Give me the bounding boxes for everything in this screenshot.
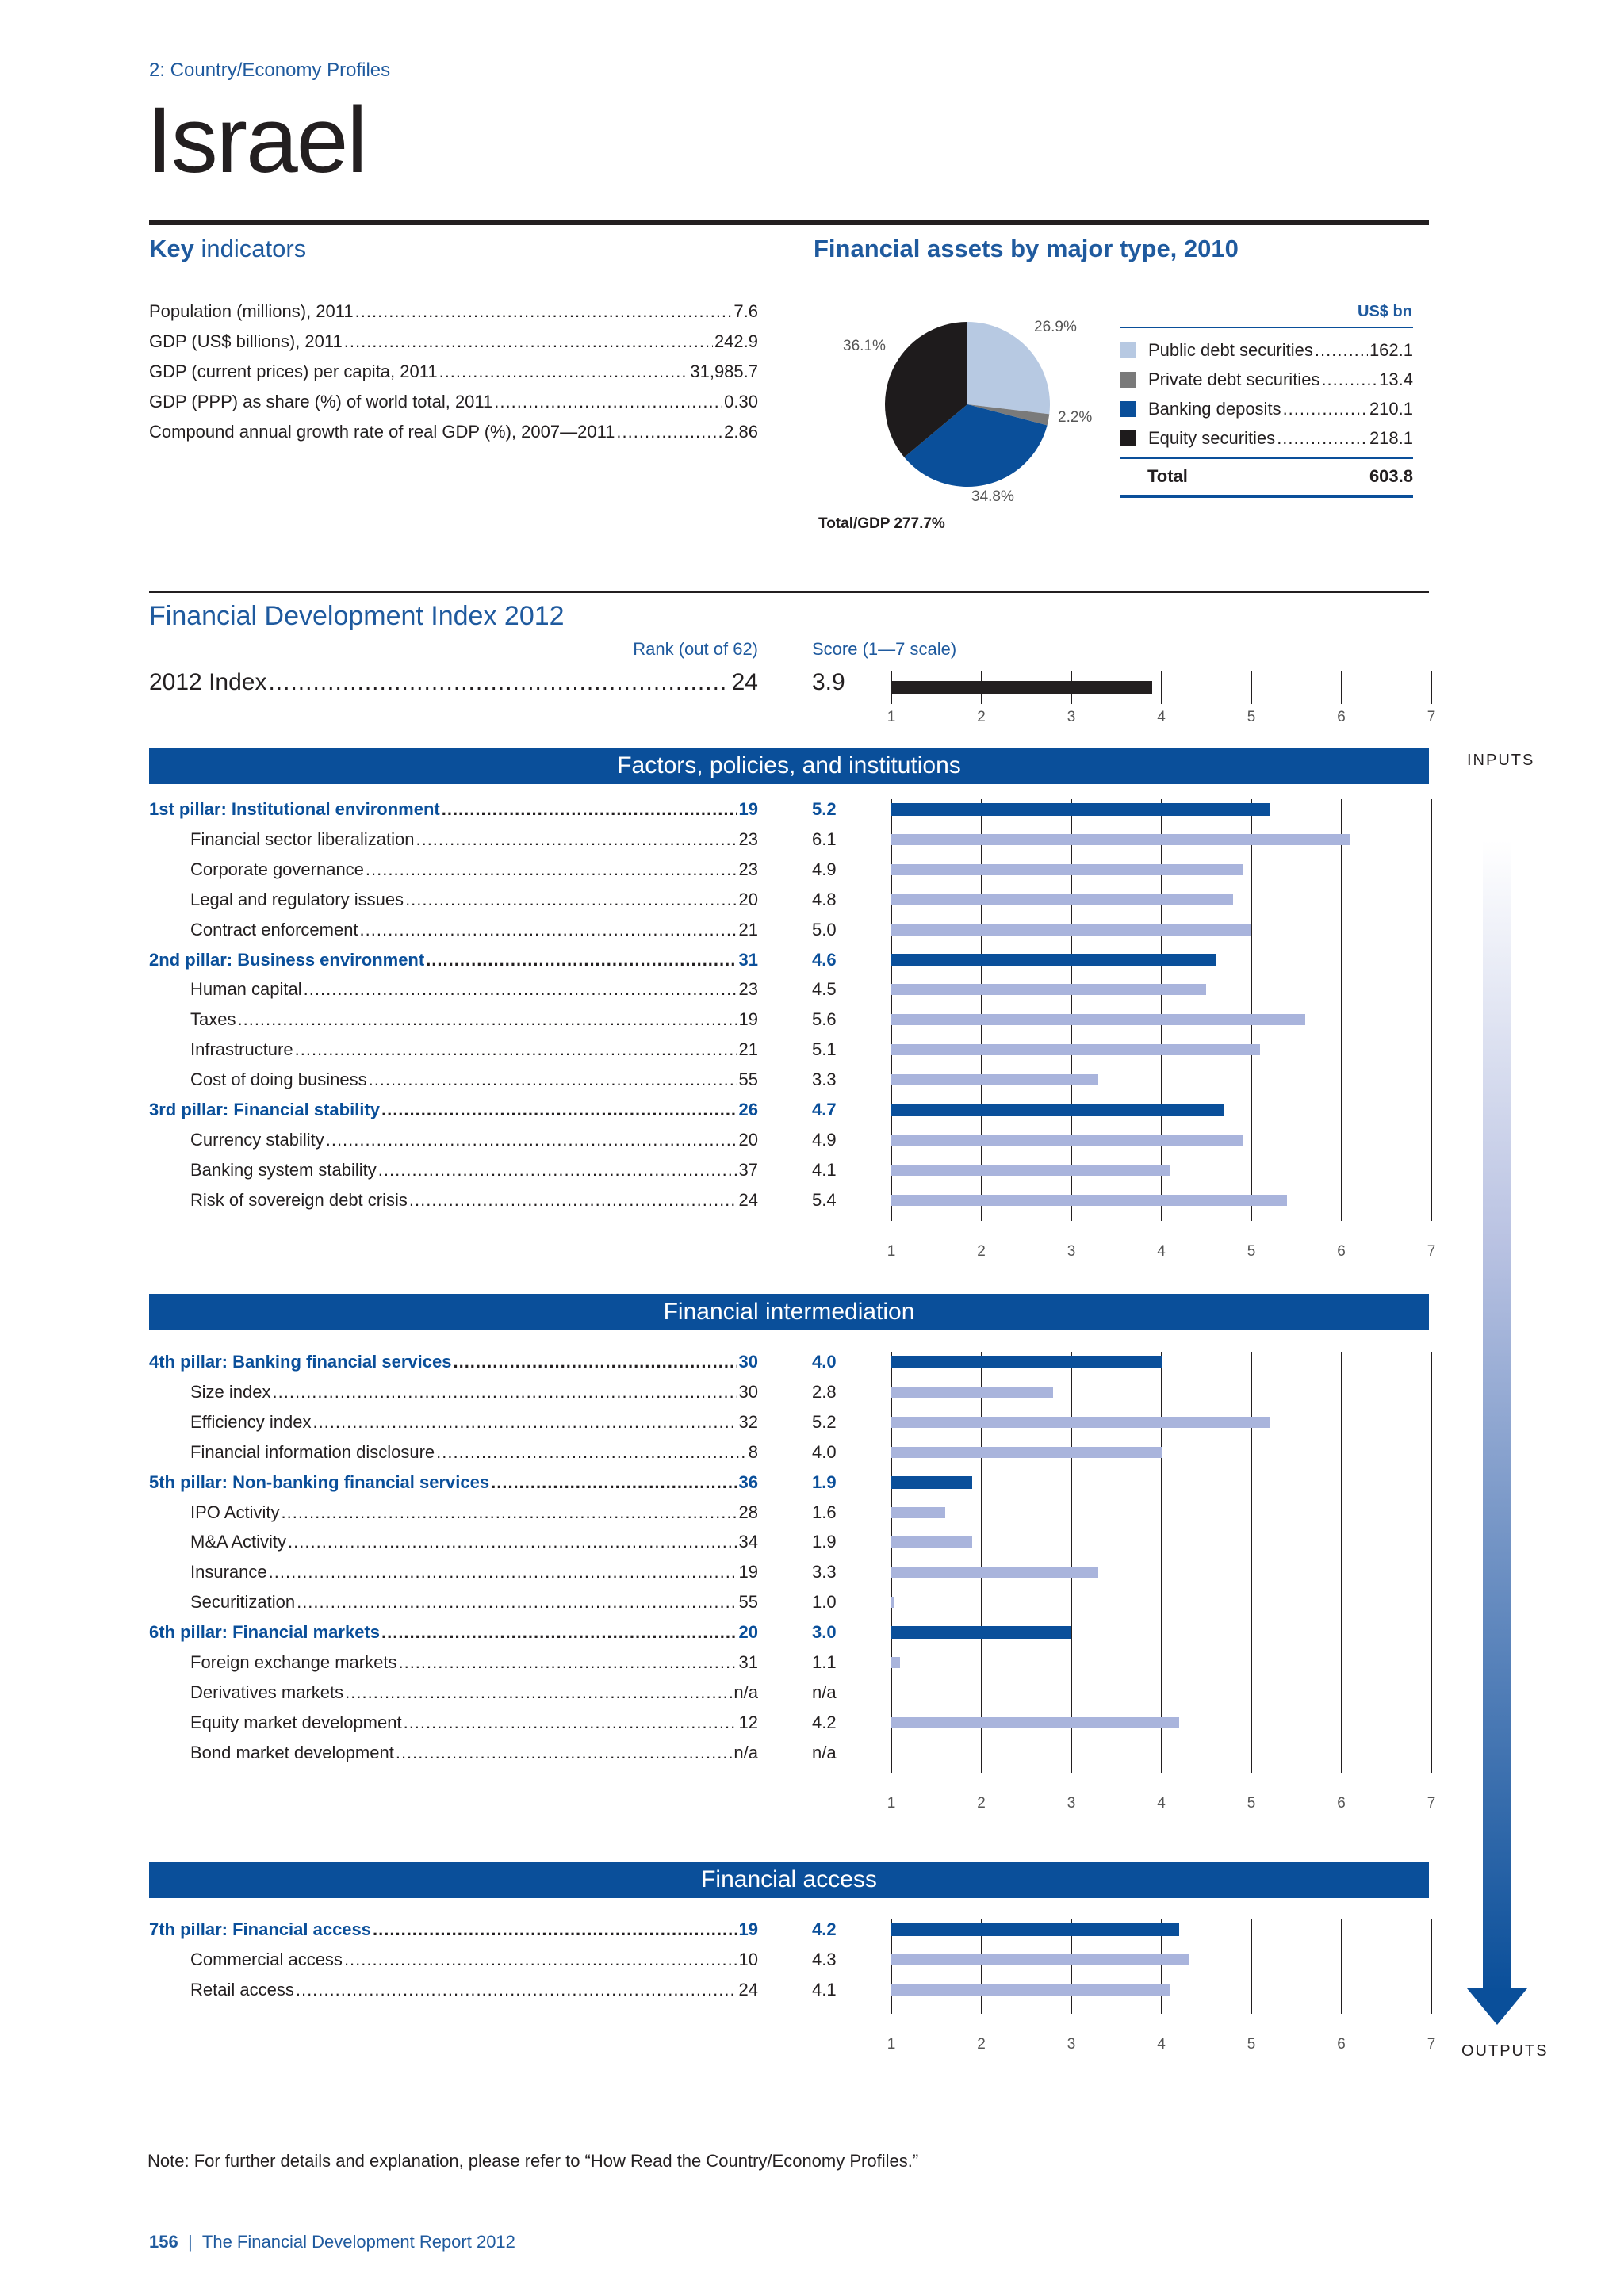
row-label: IPO Activity xyxy=(190,1502,280,1522)
axis-tick-label: 3 xyxy=(1067,1243,1076,1260)
key-indicators-title: Key indicators xyxy=(149,235,307,262)
pillar-bar xyxy=(891,954,1216,966)
row-rank: 23 xyxy=(738,859,758,879)
row-score: 2.8 xyxy=(812,1381,837,1402)
axis-tick-label: 7 xyxy=(1427,1795,1436,1812)
grid-line xyxy=(891,799,892,1221)
footer-separator: | xyxy=(187,2232,193,2252)
financial-assets-title: Financial assets by major type, 2010 xyxy=(814,235,1239,262)
pillar-bar xyxy=(891,1104,1224,1116)
row-label: 2nd pillar: Business environment xyxy=(149,949,425,970)
row-rank: 31 xyxy=(738,1652,758,1672)
row-score: 5.6 xyxy=(812,1009,837,1030)
indicator-row xyxy=(149,829,758,859)
grid-line xyxy=(1251,1919,1252,2014)
key-indicator-row xyxy=(149,331,758,360)
indicator-bar xyxy=(891,1717,1179,1728)
financial-assets-pie xyxy=(872,309,1063,499)
row-rank: 26 xyxy=(738,1100,758,1119)
pillar-row xyxy=(149,1919,758,1950)
indicator-row xyxy=(149,1532,758,1562)
row-score: 4.2 xyxy=(812,1712,837,1732)
row-score: 1.6 xyxy=(812,1502,837,1522)
grid-line xyxy=(1431,1352,1432,1773)
grid-line xyxy=(1431,671,1432,704)
key-indicator-row xyxy=(149,392,758,420)
indicator-row xyxy=(149,1712,758,1743)
fdi-title: Financial Development Index 2012 xyxy=(149,601,565,631)
axis-tick-label: 2 xyxy=(977,2036,986,2053)
indicator-row xyxy=(149,1130,758,1160)
legend-item xyxy=(1120,395,1413,423)
row-rank: 24 xyxy=(738,1979,758,1999)
axis-tick-label: 7 xyxy=(1427,2036,1436,2053)
row-score: 4.1 xyxy=(812,1159,837,1180)
grid-line xyxy=(981,799,982,1221)
indicator-row xyxy=(149,1190,758,1220)
index-label: 2012 Index xyxy=(149,669,267,695)
indicator-bar xyxy=(891,834,1350,845)
row-label: Commercial access xyxy=(190,1949,343,1969)
key-indicator-row xyxy=(149,422,758,450)
row-rank: 32 xyxy=(738,1411,758,1432)
row-rank: 19 xyxy=(738,1562,758,1582)
axis-tick-label: 1 xyxy=(887,2036,896,2053)
indicator-bar xyxy=(891,1195,1287,1206)
index-score: 3.9 xyxy=(812,669,845,695)
axis-tick-label: 3 xyxy=(1067,2036,1076,2053)
row-rank: 55 xyxy=(738,1070,758,1090)
row-label: Contract enforcement xyxy=(190,919,358,939)
row-score: 4.6 xyxy=(812,949,837,970)
row-label: Risk of sovereign debt crisis xyxy=(190,1189,408,1210)
legend-label: Private debt securities xyxy=(1148,369,1320,389)
indicator-bar xyxy=(891,1597,894,1608)
row-score: 3.0 xyxy=(812,1622,837,1643)
axis-tick-label: 5 xyxy=(1247,1795,1256,1812)
indicator-row xyxy=(149,920,758,950)
pillar-bar xyxy=(891,1626,1071,1639)
unit-label: US$ bn xyxy=(1358,303,1412,320)
row-score: 4.8 xyxy=(812,889,837,909)
grid-line xyxy=(1431,799,1432,1221)
row-label: 1st pillar: Institutional environment xyxy=(149,799,440,819)
axis-tick-label: 2 xyxy=(977,709,986,725)
legend-swatch xyxy=(1120,372,1136,388)
indicator-bar xyxy=(891,1044,1260,1055)
row-score: 4.7 xyxy=(812,1100,837,1119)
row-label: 7th pillar: Financial access xyxy=(149,1919,372,1939)
row-score: 1.9 xyxy=(812,1471,837,1492)
fdi-rule xyxy=(149,591,1429,593)
indicator-row xyxy=(149,1502,758,1533)
indicator-bar xyxy=(891,924,1251,936)
indicator-row xyxy=(149,1382,758,1412)
row-score: 5.4 xyxy=(812,1189,837,1210)
row-label: Banking system stability xyxy=(190,1159,377,1180)
indicator-row xyxy=(149,890,758,920)
indicator-row xyxy=(149,1652,758,1682)
indicator-bar xyxy=(891,1135,1243,1146)
row-label: Derivatives markets xyxy=(190,1682,344,1702)
pillar-row xyxy=(149,950,758,980)
row-rank: 55 xyxy=(738,1592,758,1613)
axis-tick-label: 2 xyxy=(977,1243,986,1260)
indicator-row xyxy=(149,1070,758,1100)
pillar-row xyxy=(149,799,758,829)
legend-item xyxy=(1120,336,1413,365)
row-label: Legal and regulatory issues xyxy=(190,889,404,909)
indicator-bar xyxy=(891,1074,1098,1085)
row-score: 5.0 xyxy=(812,919,837,939)
pillar-row xyxy=(149,1352,758,1382)
indicator-bar xyxy=(891,1984,1170,1996)
legend-value: 210.1 xyxy=(1369,399,1413,419)
row-score: 4.3 xyxy=(812,1949,837,1969)
indicator-bar xyxy=(891,864,1243,875)
legend-value: 218.1 xyxy=(1369,428,1413,448)
key-indicator-value: 242.9 xyxy=(714,331,758,351)
row-rank: 8 xyxy=(748,1441,758,1462)
row-rank: n/a xyxy=(733,1682,758,1702)
breadcrumb: 2: Country/Economy Profiles xyxy=(149,59,391,81)
row-label: Insurance xyxy=(190,1562,267,1582)
row-label: Equity market development xyxy=(190,1712,402,1732)
row-rank: 19 xyxy=(738,799,758,819)
indicator-row xyxy=(149,1592,758,1622)
axis-tick-label: 6 xyxy=(1337,1795,1346,1812)
legend-label: Banking deposits xyxy=(1148,399,1281,419)
indicator-row xyxy=(149,1980,758,2010)
pie-label-public: 26.9% xyxy=(1034,319,1077,335)
indicator-bar xyxy=(891,1567,1098,1578)
row-label: Human capital xyxy=(190,979,302,1000)
axis-tick-label: 6 xyxy=(1337,1243,1346,1260)
axis-tick-label: 4 xyxy=(1157,2036,1166,2053)
row-score: 5.2 xyxy=(812,799,837,819)
grid-line xyxy=(891,1352,892,1773)
axis-tick-label: 5 xyxy=(1247,2036,1256,2053)
grid-line xyxy=(1071,799,1072,1221)
grid-line xyxy=(1341,1919,1342,2014)
row-rank: 20 xyxy=(738,889,758,909)
grid-line xyxy=(1251,799,1252,1221)
axis-tick-label: 1 xyxy=(887,1795,896,1812)
row-score: 6.1 xyxy=(812,828,837,849)
axis-tick-label: 5 xyxy=(1247,709,1256,725)
axis-tick-label: 7 xyxy=(1427,709,1436,725)
key-indicator-value: 2.86 xyxy=(724,422,758,442)
row-rank: 19 xyxy=(738,1009,758,1030)
indicator-bar xyxy=(891,1657,900,1668)
row-label: 4th pillar: Banking financial services xyxy=(149,1352,452,1372)
indicator-row xyxy=(149,859,758,890)
row-score: 5.1 xyxy=(812,1039,837,1060)
pillar-bar xyxy=(891,1923,1179,1936)
pillar-bar xyxy=(891,803,1270,816)
axis-tick-label: 1 xyxy=(887,709,896,725)
legend-swatch xyxy=(1120,430,1136,446)
row-label: Size index xyxy=(190,1381,271,1402)
legend-swatch xyxy=(1120,342,1136,358)
row-rank: 28 xyxy=(738,1502,758,1522)
indicator-bar xyxy=(891,1417,1270,1428)
legend-mid-rule xyxy=(1120,457,1413,459)
row-score: 4.2 xyxy=(812,1919,837,1939)
row-score: 1.9 xyxy=(812,1532,837,1552)
key-indicator-value: 31,985.7 xyxy=(690,362,758,381)
indicator-row xyxy=(149,1743,758,1773)
row-score: 5.2 xyxy=(812,1411,837,1432)
pillar-row xyxy=(149,1622,758,1652)
page-number: 156 xyxy=(149,2232,178,2252)
row-rank: 21 xyxy=(738,1039,758,1060)
footer xyxy=(149,2232,515,2252)
inputs-label: INPUTS xyxy=(1467,752,1535,769)
indicator-bar xyxy=(891,894,1233,905)
axis-tick-label: 3 xyxy=(1067,709,1076,725)
indicator-row xyxy=(149,1950,758,1980)
indicator-row xyxy=(149,1682,758,1712)
row-label: Cost of doing business xyxy=(190,1070,367,1090)
grid-line xyxy=(1071,1352,1072,1773)
legend-top-rule xyxy=(1120,327,1413,328)
legend-item xyxy=(1120,424,1413,453)
axis-tick-label: 7 xyxy=(1427,1243,1436,1260)
axis-tick-label: 4 xyxy=(1157,1795,1166,1812)
legend-bottom-rule xyxy=(1120,495,1413,498)
row-score: 3.3 xyxy=(812,1562,837,1582)
row-score: 4.0 xyxy=(812,1352,837,1372)
grid-line xyxy=(1431,1919,1432,2014)
indicator-row xyxy=(149,979,758,1009)
index-rank: 24 xyxy=(731,669,758,695)
row-rank: 20 xyxy=(738,1129,758,1150)
grid-line xyxy=(1341,1352,1342,1773)
row-rank: 30 xyxy=(738,1352,758,1372)
pie-label-banking: 34.8% xyxy=(971,488,1014,505)
indicator-row xyxy=(149,1009,758,1039)
indicator-bar xyxy=(891,1507,945,1518)
row-score: 4.1 xyxy=(812,1979,837,1999)
legend-total-value: 603.8 xyxy=(1369,466,1413,486)
axis-tick-label: 4 xyxy=(1157,709,1166,725)
row-label: Infrastructure xyxy=(190,1039,293,1060)
row-rank: 30 xyxy=(738,1381,758,1402)
row-rank: 31 xyxy=(738,949,758,970)
row-label: Financial information disclosure xyxy=(190,1441,435,1462)
key-indicator-label: Compound annual growth rate of real GDP (%), 2007—2011 xyxy=(149,422,615,442)
indicator-bar xyxy=(891,1536,972,1548)
row-rank: 36 xyxy=(738,1471,758,1492)
key-indicator-label: GDP (current prices) per capita, 2011 xyxy=(149,362,438,381)
legend-swatch xyxy=(1120,401,1136,417)
row-score: 3.3 xyxy=(812,1070,837,1090)
row-label: M&A Activity xyxy=(190,1532,287,1552)
row-rank: 37 xyxy=(738,1159,758,1180)
row-label: Currency stability xyxy=(190,1129,324,1150)
key-indicator-label: GDP (PPP) as share (%) of world total, 2011 xyxy=(149,392,493,411)
key-indicator-row xyxy=(149,362,758,390)
row-score: 1.1 xyxy=(812,1652,837,1672)
indicator-bar xyxy=(891,1014,1305,1025)
legend-value: 162.1 xyxy=(1369,340,1413,360)
note: Note: For further details and explanation, please refer to “How Read the Country/Economy Profiles.” xyxy=(147,2151,919,2171)
grid-line xyxy=(981,1352,982,1773)
row-score: 4.0 xyxy=(812,1441,837,1462)
row-score: 4.5 xyxy=(812,979,837,1000)
pillar-bar xyxy=(891,1476,972,1489)
legend-value: 13.4 xyxy=(1379,369,1413,389)
row-label: Securitization xyxy=(190,1592,296,1613)
pillar-row xyxy=(149,1472,758,1502)
row-label: Foreign exchange markets xyxy=(190,1652,397,1672)
row-rank: 34 xyxy=(738,1532,758,1552)
row-label: Financial sector liberalization xyxy=(190,828,415,849)
axis-tick-label: 4 xyxy=(1157,1243,1166,1260)
row-label: Efficiency index xyxy=(190,1411,312,1432)
section-band: Financial intermediation xyxy=(149,1294,1429,1330)
row-rank: 19 xyxy=(738,1919,758,1939)
indicator-row xyxy=(149,1160,758,1190)
axis-tick-label: 1 xyxy=(887,1243,896,1260)
legend-total-label: Total xyxy=(1147,466,1188,486)
indicator-row xyxy=(149,1412,758,1442)
axis-tick-label: 2 xyxy=(977,1795,986,1812)
indicator-row xyxy=(149,1442,758,1472)
row-rank: 24 xyxy=(738,1189,758,1210)
row-rank: 23 xyxy=(738,828,758,849)
row-label: Corporate governance xyxy=(190,859,364,879)
section-band: Factors, policies, and institutions xyxy=(149,748,1429,784)
top-rule xyxy=(149,220,1429,225)
row-rank: 20 xyxy=(738,1622,758,1643)
indicator-row xyxy=(149,1039,758,1070)
row-score: 4.9 xyxy=(812,859,837,879)
indicator-bar xyxy=(891,1954,1189,1965)
index-row xyxy=(149,669,758,701)
grid-line xyxy=(1251,1352,1252,1773)
grid-line xyxy=(1341,799,1342,1221)
grid-line xyxy=(1161,671,1162,704)
score-header: Score (1—7 scale) xyxy=(812,639,957,659)
row-label: Taxes xyxy=(190,1009,236,1030)
indicator-bar xyxy=(891,1387,1053,1398)
key-indicator-value: 0.30 xyxy=(724,392,758,411)
row-rank: 21 xyxy=(738,919,758,939)
axis-tick-label: 3 xyxy=(1067,1795,1076,1812)
indicator-row xyxy=(149,1562,758,1592)
page-title: Israel xyxy=(147,88,366,193)
grid-line xyxy=(1251,671,1252,704)
row-score: n/a xyxy=(812,1682,837,1702)
axis-tick-label: 6 xyxy=(1337,2036,1346,2053)
axis-tick-label: 6 xyxy=(1337,709,1346,725)
rank-header: Rank (out of 62) xyxy=(633,639,758,659)
total-gdp: Total/GDP 277.7% xyxy=(818,515,945,532)
row-score: 4.9 xyxy=(812,1129,837,1150)
key-indicator-row xyxy=(149,301,758,330)
row-rank: 10 xyxy=(738,1949,758,1969)
row-label: 6th pillar: Financial markets xyxy=(149,1622,380,1643)
grid-line xyxy=(1341,671,1342,704)
section-band: Financial access xyxy=(149,1862,1429,1898)
axis-tick-label: 5 xyxy=(1247,1243,1256,1260)
indicator-bar xyxy=(891,1447,1162,1458)
legend-label: Equity securities xyxy=(1148,428,1276,448)
indicator-bar xyxy=(891,1165,1170,1176)
indicator-bar xyxy=(891,984,1206,995)
pillar-bar xyxy=(891,1356,1162,1368)
row-label: 5th pillar: Non-banking financial services xyxy=(149,1471,490,1492)
grid-line xyxy=(1161,799,1162,1221)
row-label: 3rd pillar: Financial stability xyxy=(149,1100,380,1119)
row-label: Retail access xyxy=(190,1979,294,1999)
row-rank: n/a xyxy=(733,1742,758,1762)
row-rank: 23 xyxy=(738,979,758,1000)
footer-title: The Financial Development Report 2012 xyxy=(201,2232,515,2252)
row-rank: 12 xyxy=(738,1712,758,1732)
row-score: n/a xyxy=(812,1742,837,1762)
row-label: Bond market development xyxy=(190,1742,394,1762)
key-indicator-label: GDP (US$ billions), 2011 xyxy=(149,331,343,351)
legend-item xyxy=(1120,365,1413,394)
legend-label: Public debt securities xyxy=(1148,340,1313,360)
pie-label-equity: 36.1% xyxy=(843,338,886,354)
row-score: 1.0 xyxy=(812,1592,837,1613)
arrow-down-gradient-icon xyxy=(1465,840,1529,2026)
grid-line xyxy=(1161,1352,1162,1773)
pillar-row xyxy=(149,1100,758,1130)
index-bar xyxy=(891,681,1152,694)
key-indicator-label: Population (millions), 2011 xyxy=(149,301,354,321)
outputs-label: OUTPUTS xyxy=(1461,2042,1549,2060)
key-indicator-value: 7.6 xyxy=(733,301,758,321)
pie-label-private: 2.2% xyxy=(1058,409,1093,426)
